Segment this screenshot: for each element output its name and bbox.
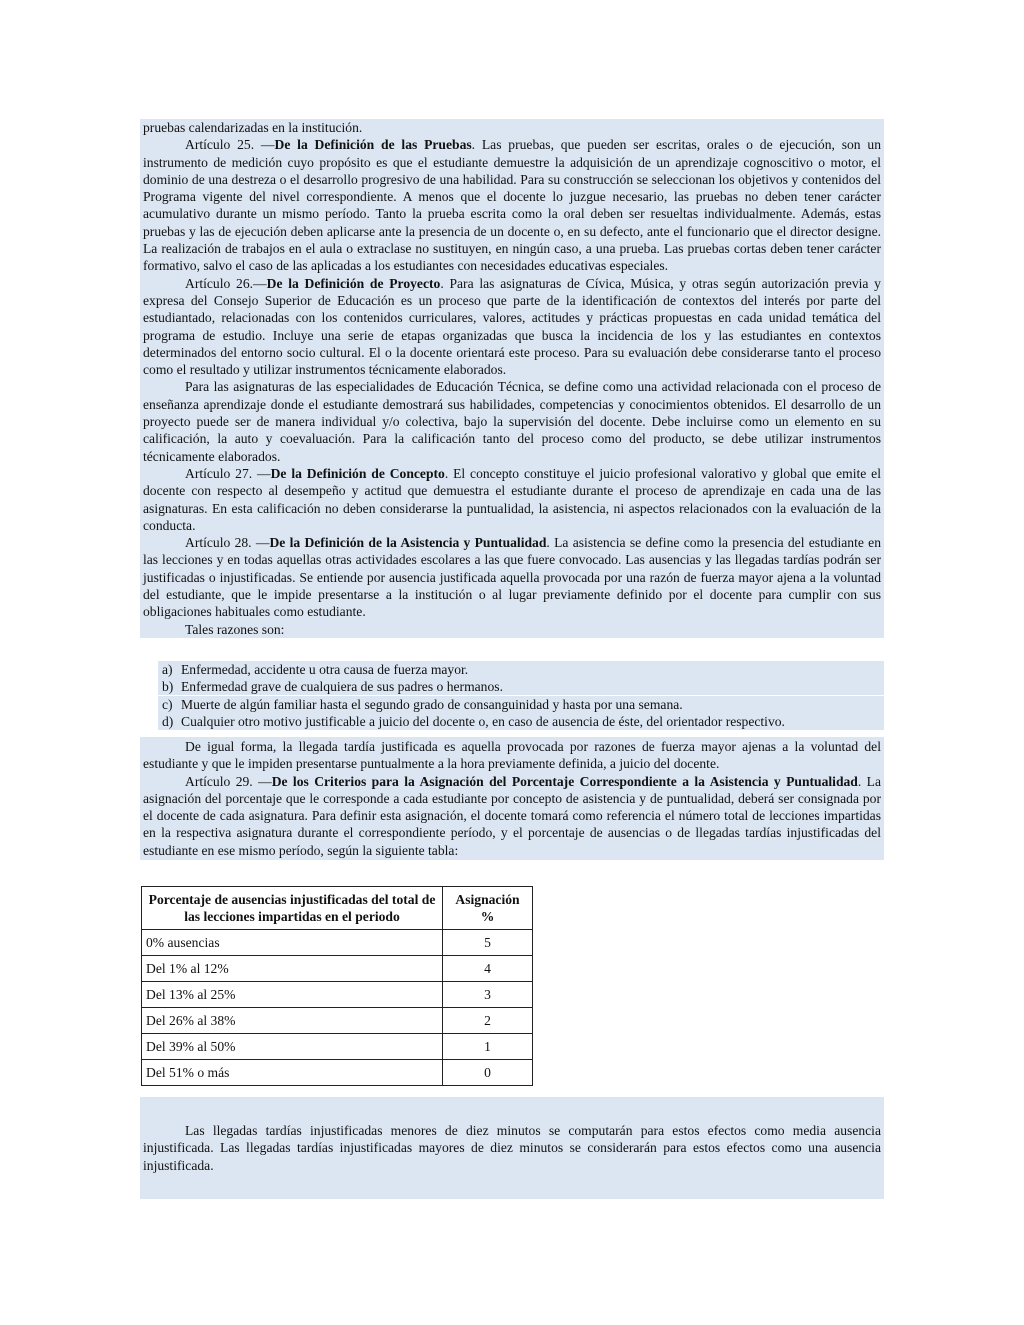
cell-value: 2 [443, 1008, 533, 1034]
paragraph-tales-razones: Tales razones son: [185, 621, 285, 637]
paragraph-educacion-tecnica: Para las asignaturas de las especialidades de Educación Técnica, se define como una actividad relacionada con el proceso de enseñanza aprendizaje donde el estudiante demostrará sus habilidades, competencias y conocimientos obtenidos. El desarrollo de un proyecto puede ser de manera individual y/o colectiva, bajo la supervisión del docente. Debe incluirse como un elemento en su calificación, la auto y coevaluación. Para la calificación tanto del proceso como del producto, se debe utilizar instrumentos técnicamente elaborados. [143, 379, 881, 464]
paragraph-continuation: pruebas calendarizadas en la institución. [143, 120, 363, 135]
article-29 [143, 773, 881, 859]
article-28 [143, 534, 881, 620]
cell-value: 4 [443, 956, 533, 982]
cell-value: 1 [443, 1034, 533, 1060]
article-25-number: Artículo 25. — [185, 137, 275, 153]
article-26-body: . Para las asignaturas de Cívica, Música, y otras según autorización previa y expresa del Consejo Superior de Educación es un proceso que parte de la identificación de contextos del interés por parte del estudiantado, relacionadas con los contenidos curriculares, valores, actitudes y prácticas propuestas en cada unidad temática del programa de estudio. Incluye una serie de etapas organizadas que busca la incidencia de los y las estudiantes en contextos determinados del entorno socio cultural. El o la docente orientará este proceso. Para su evaluación debe considerarse tanto el proceso como el resultado y utilizar instrumentos técnicamente elaborados. [143, 275, 881, 378]
list-item-text: Muerte de algún familiar hasta el segundo grado de consanguinidad y hasta por una semana. [181, 696, 683, 712]
article-29-number: Artículo 29. — [185, 773, 272, 789]
list-item [158, 661, 884, 678]
header-percentage: Porcentaje de ausencias injustificadas del total de las lecciones impartidas en el periodo [142, 887, 443, 930]
article-25 [143, 136, 881, 274]
article-26 [143, 275, 881, 379]
article-28-title: De la Definición de la Asistencia y Puntualidad [269, 535, 547, 551]
list-marker: c) [162, 696, 173, 712]
list-item-text: Enfermedad grave de cualquiera de sus padres o hermanos. [181, 679, 503, 695]
cell-range: Del 26% al 38% [142, 1008, 443, 1034]
list-item-text: Enfermedad, accidente u otra causa de fuerza mayor. [181, 662, 469, 677]
header-asignacion: Asignación % [443, 887, 533, 930]
article-29-body: . La asignación del porcentaje que le corresponde a cada estudiante por concepto de asistencia y de puntualidad, deberá ser consignada por el docente de cada asignatura. Para definir esta asignación, el docente tomará como referencia el número total de lecciones impartidas en la respectiva asignatura durante el correspondiente período, y el porcentaje de ausencias o de llegadas tardías injustificadas del estudiante en ese mismo período, según la siguiente tabla: [143, 773, 882, 858]
list-marker: a) [162, 662, 173, 677]
article-25-body: . Las pruebas, que pueden ser escritas, orales o de ejecución, son un instrumento de medición cuyo propósito es que el estudiante demuestre la adquisición de un aprendizaje cognoscitivo o motor, el dominio de una destreza o el desarrollo progresivo de una habilidad. Para su construcción se seleccionan los objetivos y contenidos del Programa vigente del nivel correspondiente. A menos que el docente lo juzgue necesario, las pruebas no deben tener carácter acumulativo durante un mismo período. Tanto la prueba escrita como la oral deben ser resueltas individualmente. Además, estas pruebas y las de ejecución deben aplicarse ante la presencia de un docente o, en su defecto, ante el funcionario que el director designe. La realización de trabajos en el aula o extraclase no sustituyen, en ningún caso, a una prueba. Las pruebas cortas deben tener carácter formativo, salvo el caso de las aplicadas a los estudiantes con necesidades educativas especiales. [143, 137, 881, 274]
text-block-articles-25-28 [140, 119, 884, 638]
list-item [158, 678, 884, 695]
cell-range: Del 39% al 50% [142, 1034, 443, 1060]
article-26-number: Artículo 26.— [185, 275, 267, 291]
table-row [142, 930, 533, 956]
article-29-title: De los Criterios para la Asignación del Porcentaje Correspondiente a la Asistencia y Puntualidad [271, 773, 858, 789]
paragraph-llegadas-tardias-injustificadas: Las llegadas tardías injustificadas menores de diez minutos se computarán para estos efectos como media ausencia injustificada. Las llegadas tardías injustificadas mayores de diez minutos se considerarán para estos efectos como una ausencia injustificada. [143, 1123, 881, 1173]
list-item [158, 713, 884, 730]
cell-range: 0% ausencias [142, 930, 443, 956]
article-28-body: . La asistencia se define como la presencia del estudiante en las lecciones y en todas aquellas otras actividades escolares a las que fuere convocado. Las ausencias y las llegadas tardías podrán ser justificadas o injustificadas. Se entiende por ausencia justificada aquella provocada por una razón de fuerza mayor ajena a la voluntad del estudiante, que le impide presentarse a la institución o al lugar previamente definido por el docente para cumplir con sus obligaciones habituales como estudiante. [143, 535, 881, 620]
article-27-title: De la Definición de Concepto [270, 465, 445, 481]
reasons-list [140, 661, 884, 730]
article-26-title: De la Definición de Proyecto [266, 275, 441, 291]
cell-value: 5 [443, 930, 533, 956]
cell-value: 0 [443, 1060, 533, 1086]
table-header-row [142, 887, 533, 930]
article-27 [143, 465, 881, 534]
table-row [142, 956, 533, 982]
article-25-title: De la Definición de las Pruebas [274, 137, 472, 153]
list-marker: d) [162, 713, 174, 729]
table-row [142, 1060, 533, 1086]
list-marker: b) [162, 679, 174, 695]
cell-range: Del 51% o más [142, 1060, 443, 1086]
table-row [142, 1008, 533, 1034]
table-row [142, 1034, 533, 1060]
cell-value: 3 [443, 982, 533, 1008]
table-row [142, 982, 533, 1008]
attendance-table [141, 886, 533, 1086]
text-block-article-29 [140, 737, 884, 860]
list-item-text: Cualquier otro motivo justificable a juicio del docente o, en caso de ausencia de éste, del orientador respectivo. [181, 713, 785, 729]
paragraph-llegada-tardia-justificada: De igual forma, la llegada tardía justificada es aquella provocada por razones de fuerza mayor ajenas a la voluntad del estudiante y que le impiden presentarse puntualmente a la hora previamente definida, a juicio del docente. [143, 739, 881, 772]
cell-range: Del 13% al 25% [142, 982, 443, 1008]
article-27-number: Artículo 27. — [185, 465, 271, 481]
article-27-body: . El concepto constituye el juicio profesional valorativo y global que emite el docente con respecto al desempeño y actitud que demuestra el estudiante durante el proceso de aprendizaje en cada una de las asignaturas. En esta calificación no deben considerarse la puntualidad, la asistencia, ni aspectos relacionados con la evaluación de la conducta. [143, 465, 881, 533]
list-item [158, 696, 884, 713]
cell-range: Del 1% al 12% [142, 956, 443, 982]
article-28-number: Artículo 28. — [185, 535, 270, 551]
text-block-llegadas-tardias [140, 1097, 884, 1199]
